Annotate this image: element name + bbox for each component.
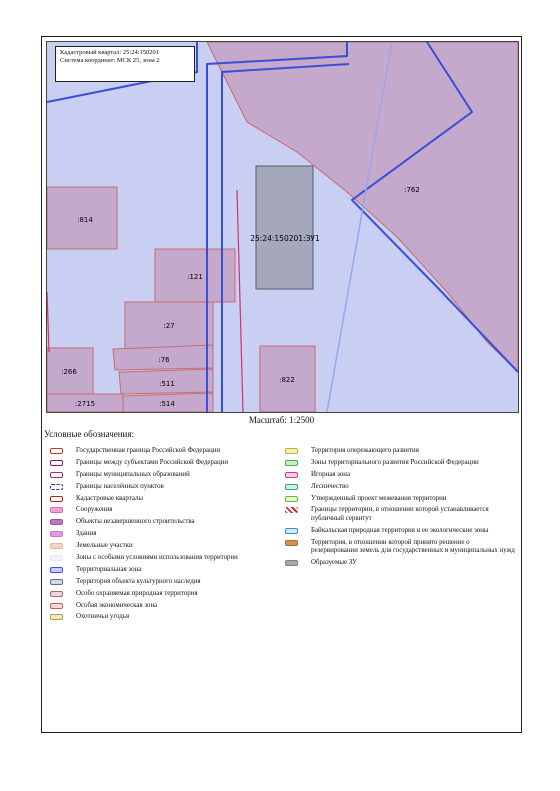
yellow-outline-icon <box>285 448 298 454</box>
legend-item-label: Территория, в отношении которой принято решение о резервировании земель для государственных и муниципальных нужд <box>311 538 515 555</box>
legend-item <box>50 566 275 575</box>
legend-item <box>50 495 275 504</box>
legend-item-label: Игорная зона <box>311 470 351 478</box>
legend-item <box>50 471 275 480</box>
teal-outline-icon <box>285 484 298 490</box>
legend-item <box>50 602 275 611</box>
legend-item-label: Территориальная зона <box>76 565 142 573</box>
legend-item <box>50 613 275 622</box>
cadastral-map[interactable] <box>46 41 519 413</box>
map-sheet <box>41 36 522 733</box>
legend-item <box>50 518 275 527</box>
formed-parcel-zu1[interactable] <box>256 166 313 289</box>
legend-title: Условные обозначения: <box>44 429 135 439</box>
legend-item-label: Объекты незавершенного строительства <box>76 518 195 526</box>
purple-line-icon <box>50 460 63 466</box>
legend-item-label: Кадастровые кварталы <box>76 494 144 502</box>
map-canvas <box>47 42 518 412</box>
legend-item-label: Границы муниципальных образований <box>76 470 190 478</box>
parcel-label: :121 <box>187 273 203 281</box>
legend-item <box>50 542 275 551</box>
legend-item-label: Границы населённых пунктов <box>76 482 164 490</box>
map-info-box <box>55 46 195 82</box>
legend-item-label: Утвержденный проект межевания территории <box>311 494 447 502</box>
legend-column-left <box>50 447 275 625</box>
grey-fill-icon <box>285 560 298 566</box>
grey-outline-icon <box>50 579 63 585</box>
pink-fill-icon <box>50 507 63 513</box>
legend-item-label: Зоны с особыми условиями использования территории <box>76 554 238 562</box>
legend-item <box>50 530 275 539</box>
legend-item <box>285 447 517 456</box>
parcel-label: :762 <box>404 186 420 194</box>
legend-item <box>50 447 275 456</box>
parcel-label: :822 <box>279 376 295 384</box>
legend-item <box>285 559 517 568</box>
legend-item <box>285 495 517 504</box>
legend-item <box>50 459 275 468</box>
legend-item <box>50 483 275 492</box>
legend-item-label: Границы территории, в отношении которой устанавливается публичный сервитут <box>311 506 489 523</box>
parcel-label: :814 <box>77 216 93 224</box>
legend-item-label: Зоны территориального развития Российской Федерации <box>311 458 479 466</box>
legend-item-label: Государственная граница Российской Федерации <box>76 447 221 454</box>
coordinate-system-text: Система координат: МСК 25, зона 2 <box>60 57 160 64</box>
legend-item-label: Сооружения <box>76 506 113 514</box>
legend-item-label: Территория опережающего развития <box>311 447 419 454</box>
legend-item <box>50 578 275 587</box>
parcel-label: :266 <box>61 368 77 376</box>
cadastral-quarter-text: Кадастровый квартал: 25:24:150201 <box>60 49 160 56</box>
rose-outline-icon <box>50 591 63 597</box>
dark-red-line-icon <box>50 472 63 478</box>
legend-item-label: Территория объекта культурного наследия <box>76 577 201 585</box>
red-line-icon <box>50 448 63 454</box>
legend-item-label: Образуемые ЗУ <box>311 559 357 567</box>
blue-outline-icon <box>50 567 63 573</box>
red-outline-icon <box>50 603 63 609</box>
legend-item-label: Земельные участки <box>76 542 133 550</box>
legend-item-label: Особая экономическая зона <box>76 601 158 609</box>
light-fill-icon <box>50 555 63 561</box>
legend-item <box>285 527 517 536</box>
parcel-label: :27 <box>163 322 175 330</box>
legend-item <box>285 506 517 523</box>
legend-item <box>285 539 517 556</box>
magenta-outline-icon <box>285 472 298 478</box>
sky-outline-icon <box>285 528 298 534</box>
legend-item-label: Байкальская природная территория и ее экологические зоны <box>311 526 489 534</box>
parcel-label: :76 <box>158 356 170 364</box>
legend-item-label: Лесничество <box>311 482 349 490</box>
parcel-label: :511 <box>159 380 175 388</box>
light-green-outline-icon <box>285 496 298 502</box>
legend-column-right <box>285 447 517 571</box>
green-outline-icon <box>285 460 298 466</box>
legend-item-label: Охотничьи угодья <box>76 613 130 621</box>
legend-item-label: Здания <box>76 530 97 538</box>
dashed-blue-line-icon <box>50 484 63 490</box>
hatched-red-icon <box>285 507 298 513</box>
formed-parcel-label: 25:24:150201:ЗУ1 <box>250 234 320 243</box>
legend-item-label: Особо охраняемая природная территория <box>76 589 198 597</box>
legend-item <box>50 554 275 563</box>
legend-item-label: Границы между субъектами Российской Федерации <box>76 458 229 466</box>
parcel-label: :2715 <box>74 400 96 408</box>
purple-fill-icon <box>50 519 63 525</box>
legend-item <box>50 590 275 599</box>
pink-fill-icon <box>50 531 63 537</box>
red-line-icon <box>50 496 63 502</box>
legend-item <box>50 506 275 515</box>
legend-item <box>285 483 517 492</box>
legend-item <box>285 459 517 468</box>
parcel-label: :514 <box>159 400 175 408</box>
legend-item <box>285 471 517 480</box>
orange-fill-icon <box>285 540 298 546</box>
tan-outline-icon <box>50 614 63 620</box>
scale-label: Масштаб: 1:2500 <box>248 415 315 425</box>
peach-fill-icon <box>50 543 63 549</box>
